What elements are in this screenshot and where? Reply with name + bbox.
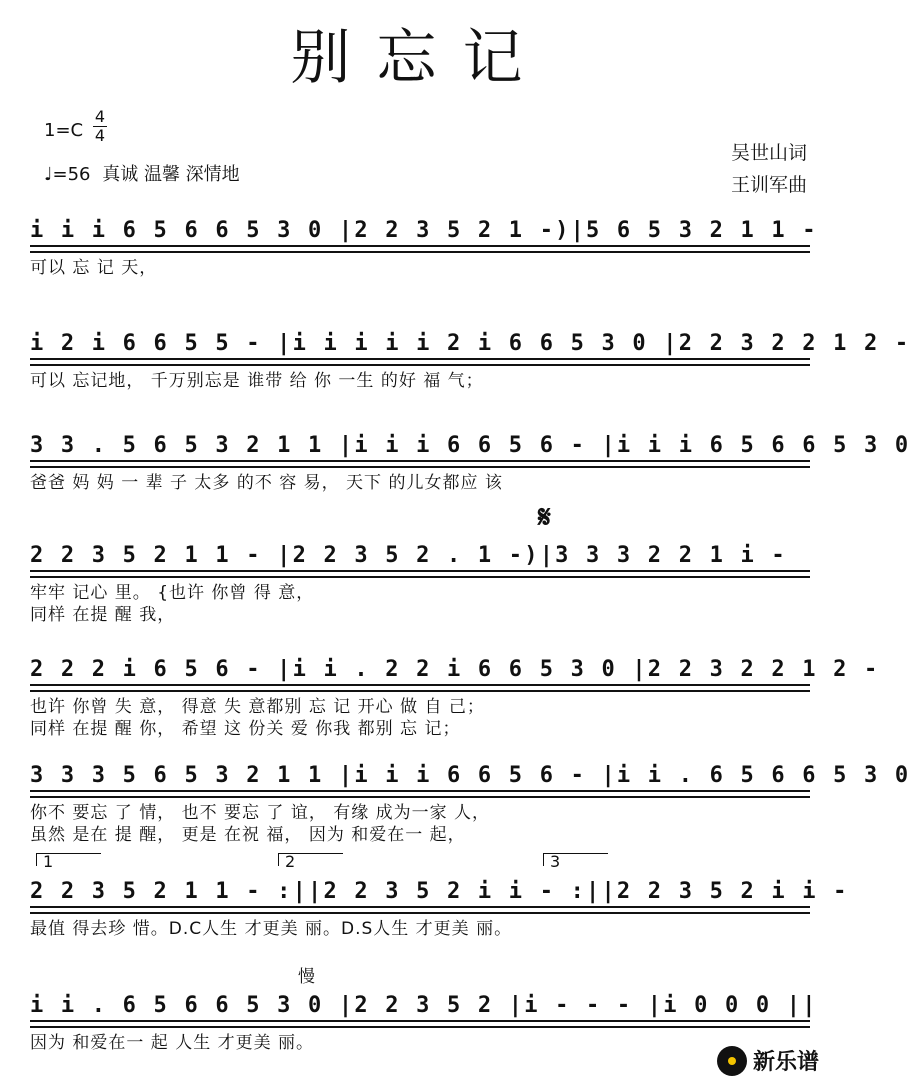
song-title: 别忘记 <box>290 23 549 93</box>
beam-underline <box>30 1020 810 1028</box>
beam-underline <box>30 570 810 578</box>
notation-line: 2 2 3 5 2 1 1 - |2 2 3 5 2 . 1 -)|3 3 3 2 2 1 i - <box>30 543 787 568</box>
lyric-line: 最值 得去珍 惜。D.C人生 才更美 丽。D.S人生 才更美 丽。 <box>30 919 513 939</box>
notation-line: 3 3 3 5 6 5 3 2 1 1 |i i i 6 6 5 6 - |i i . 6 5 6 6 5 3 0 <box>30 763 910 788</box>
notation-line: 2 2 3 5 2 1 1 - :||2 2 3 5 2 i i - :||2 2 3 5 2 i i - <box>30 879 849 904</box>
lyric-line: 同样 在提 醒 我， <box>30 605 176 625</box>
notation-line: 3 3 . 5 6 5 3 2 1 1 |i i i 6 6 5 6 - |i i i 6 5 6 6 5 3 0 <box>30 433 910 458</box>
tempo-slow-mark: 慢 <box>298 967 315 987</box>
volta-bracket-2: 2 <box>278 853 343 866</box>
notation-line: 2 2 2 i 6 5 6 - |i i . 2 2 i 6 6 5 3 0 |2 2 3 2 2 1 2 - <box>30 657 880 682</box>
notation-line: i i i 6 5 6 6 5 3 0 |2 2 3 5 2 1 -)|5 6 5 3 2 1 1 - <box>30 218 818 243</box>
lyric-line: 牢牢 记心 里。 {也许 你曾 得 意， <box>30 583 315 603</box>
lyric-line: 因为 和爱在一 起 人生 才更美 丽。 <box>30 1033 315 1053</box>
lyric-line: 你不 要忘 了 情， 也不 要忘 了 谊， 有缘 成为一家 人， <box>30 803 491 823</box>
tempo-marking <box>44 160 240 186</box>
composer-credit: 王训军曲 <box>730 174 807 196</box>
volta-bracket-1: 1 <box>36 853 101 866</box>
lyric-line: 同样 在提 醒 你， 希望 这 份关 爱 你我 都别 忘 记； <box>30 719 461 739</box>
time-sig-top: 4 <box>94 107 106 126</box>
lyric-line: 可以 忘 记 天， <box>30 258 158 278</box>
notation-line: i i . 6 5 6 6 5 3 0 |2 2 3 5 2 |i - - - |i 0 0 0 || <box>30 993 818 1018</box>
beam-underline <box>30 245 810 253</box>
lyric-line: 爸爸 妈 妈 一 辈 子 太多 的不 容 易， 天下 的儿女都应 该 <box>30 473 503 493</box>
tempo-value: ♩=56 <box>44 164 91 185</box>
beam-underline <box>30 684 810 692</box>
segno-sign: 𝄋 <box>538 500 551 535</box>
beam-underline <box>30 358 810 366</box>
key-signature: 1=C <box>44 120 84 141</box>
beam-underline <box>30 460 810 468</box>
time-signature <box>93 108 107 145</box>
lyric-line: 也许 你曾 失 意， 得意 失 意都别 忘 记 开心 做 自 己； <box>30 697 485 717</box>
notation-line: i 2 i 6 6 5 5 - |i i i i i 2 i 6 6 5 3 0 |2 2 3 2 2 1 2 - <box>30 331 910 356</box>
watermark-logo <box>717 1045 819 1076</box>
record-icon <box>717 1046 747 1076</box>
volta-bracket-3: 3 <box>543 853 608 866</box>
beam-underline <box>30 790 810 798</box>
watermark-text: 新乐谱 <box>752 1050 819 1075</box>
beam-underline <box>30 906 810 914</box>
expression-text: 真诚 温馨 深情地 <box>102 164 240 185</box>
lyricist-credit: 吴世山词 <box>730 142 807 164</box>
time-sig-bottom: 4 <box>94 126 106 145</box>
lyric-line: 可以 忘记地， 千万别忘是 谁带 给 你 一生 的好 福 气； <box>30 371 484 391</box>
lyric-line: 虽然 是在 提 醒， 更是 在祝 福， 因为 和爱在一 起， <box>30 825 466 845</box>
